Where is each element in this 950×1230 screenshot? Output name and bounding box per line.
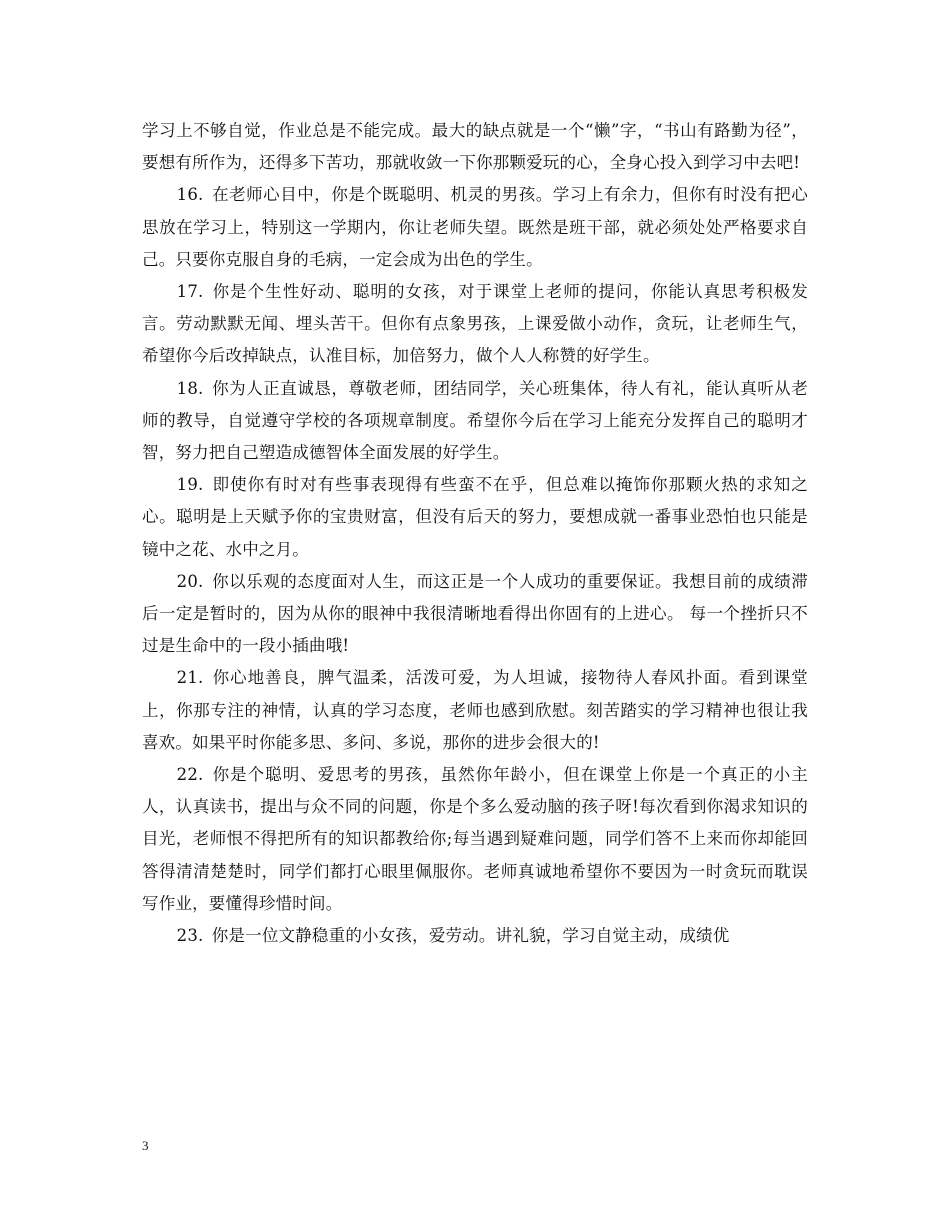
paragraph-17 [142, 276, 808, 373]
paragraph-number: 17. [176, 282, 204, 302]
paragraph-text: 你是个生性好动、聪明的女孩，对于课堂上老师的提问，你能认真思考积极发言。劳动默默无闻、埋头苦干。但你有点象男孩，上课爱做小动作，贪玩，让老师生气，希望你今后改掉缺点，认准目标，加倍努力，做个人人称赞的好学生。 [142, 282, 808, 366]
paragraph-text: 你以乐观的态度面对人生，而这正是一个人成功的重要保证。我想目前的成绩滞后一定是暂时的，因为从你的眼神中我很清晰地看得出你固有的上进心。 每一个挫折只不过是生命中的一段小插曲哦! [142, 571, 808, 656]
paragraph-text: 你是个聪明、爱思考的男孩，虽然你年龄小，但在课堂上你是一个真正的小主人，认真读书，提出与众不同的问题，你是个多么爱动脑的孩子呀!每次看到你渴求知识的目光，老师恨不得把所有的知识都教给你;每当遇到疑难问题，同学们答不上来而你却能回答得清清楚楚时，同学们都打心眼里佩服你。老师真诚地希望你不要因为一时贪玩而耽误写作业，要懂得珍惜时间。 [142, 765, 808, 913]
paragraph-19 [142, 469, 808, 566]
paragraph-number: 22. [176, 765, 204, 785]
paragraph-text: 你是一位文静稳重的小女孩，爱劳动。讲礼貌，学习自觉主动，成绩优 [211, 926, 730, 946]
paragraph-number: 23. [176, 926, 204, 946]
paragraph-text: 你心地善良，脾气温柔，活泼可爱，为人坦诚，接物待人春风扑面。看到课堂上，你那专注的神情，认真的学习态度，老师也感到欣慰。刻苦踏实的学习精神也很让我喜欢。如果平时你能多思、多问、多说，那你的进步会很大的! [142, 668, 808, 752]
paragraph-23 [142, 920, 808, 952]
paragraph-text: 即使你有时对有些事表现得有些蛮不在乎，但总难以掩饰你那颗火热的求知之心。聪明是上天赋予你的宝贵财富，但没有后天的努力，要想成就一番事业恐怕也只能是镜中之花、水中之月。 [142, 475, 808, 559]
paragraph-number: 18. [176, 378, 204, 398]
paragraph-text: 你为人正直诚恳，尊敬老师，团结同学，关心班集体，待人有礼，能认真听从老师的教导，自觉遵守学校的各项规章制度。希望你今后在学习上能充分发挥自己的聪明才智，努力把自己塑造成德智体全面发展的好学生。 [142, 378, 808, 463]
paragraph-number: 21. [176, 668, 204, 688]
paragraph-16 [142, 179, 808, 276]
paragraph-20 [142, 566, 808, 663]
paragraph-21 [142, 662, 808, 759]
paragraph-number: 20. [176, 571, 204, 591]
paragraph-continuation [142, 115, 808, 179]
paragraph-18 [142, 373, 808, 470]
paragraph-number: 19. [176, 475, 204, 495]
paragraph-text: 学习上不够自觉，作业总是不能完成。最大的缺点就是一个“懒”字，“书山有路勤为径”，要想有所作为，还得多下苦功，那就收敛一下你那颗爱玩的心，全身心投入到学习中去吧! [142, 121, 808, 173]
paragraph-22 [142, 759, 808, 920]
page-number: 3 [142, 1138, 149, 1153]
document-body [142, 115, 808, 952]
paragraph-number: 16. [176, 185, 204, 205]
paragraph-text: 在老师心目中，你是个既聪明、机灵的男孩。学习上有余力，但你有时没有把心思放在学习上，特别这一学期内，你让老师失望。既然是班干部，就必须处处严格要求自己。只要你克服自身的毛病，一定会成为出色的学生。 [142, 185, 808, 269]
